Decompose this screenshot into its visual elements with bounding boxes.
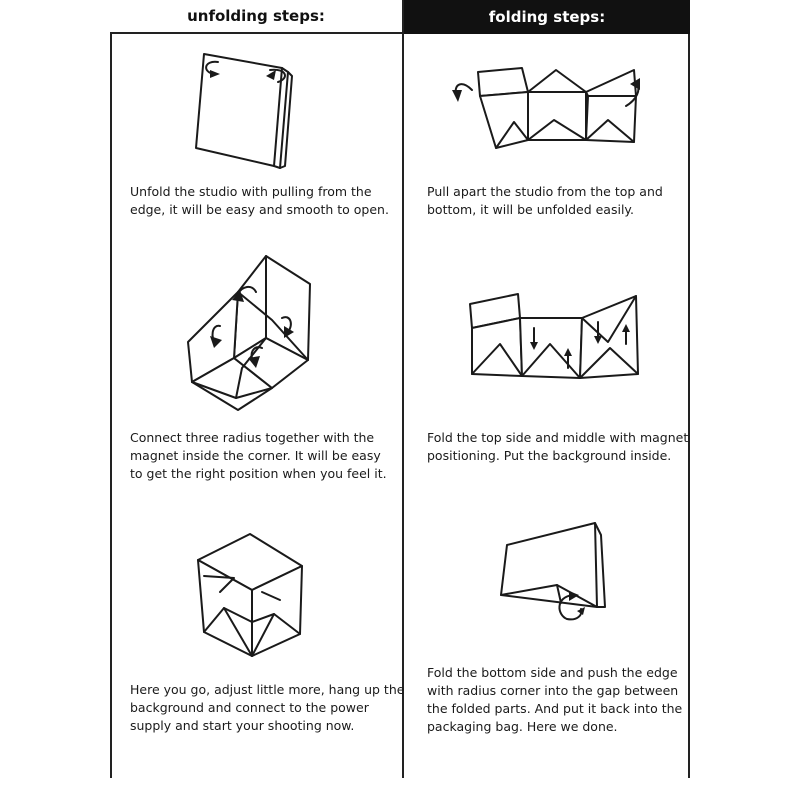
fold-step-1-text: Pull apart the studio from the top and bottom, it will be unfolded easily. xyxy=(427,184,663,217)
fold-step-2-text: Fold the top side and middle with magnet positioning. Put the background inside. xyxy=(427,430,689,463)
column-divider xyxy=(402,0,404,778)
unfolding-header: unfolding steps: xyxy=(110,0,402,34)
fold-step-1-illustration xyxy=(450,60,645,155)
fold-step-3-illustration xyxy=(495,515,615,635)
unfold-step-1-illustration xyxy=(190,48,310,173)
folding-header: folding steps: xyxy=(404,0,690,34)
unfold-step-1-text: Unfold the studio with pulling from the edge, it will be easy and smooth to open. xyxy=(130,184,389,217)
unfold-step-2-illustration xyxy=(180,248,315,418)
fold-step-2-illustration xyxy=(460,288,645,388)
unfold-step-3-text: Here you go, adjust little more, hang up the background and connect to the power supply and start your shooting now. xyxy=(130,682,405,733)
unfold-step-2-text: Connect three radius together with the magnet inside the corner. It will be easy to get the right position when you feel it. xyxy=(130,430,387,481)
fold-step-3-text: Fold the bottom side and push the edge with radius corner into the gap between the folded parts. And put it back into the packaging bag. Here we done. xyxy=(427,665,683,734)
unfold-step-3-illustration xyxy=(190,530,310,660)
